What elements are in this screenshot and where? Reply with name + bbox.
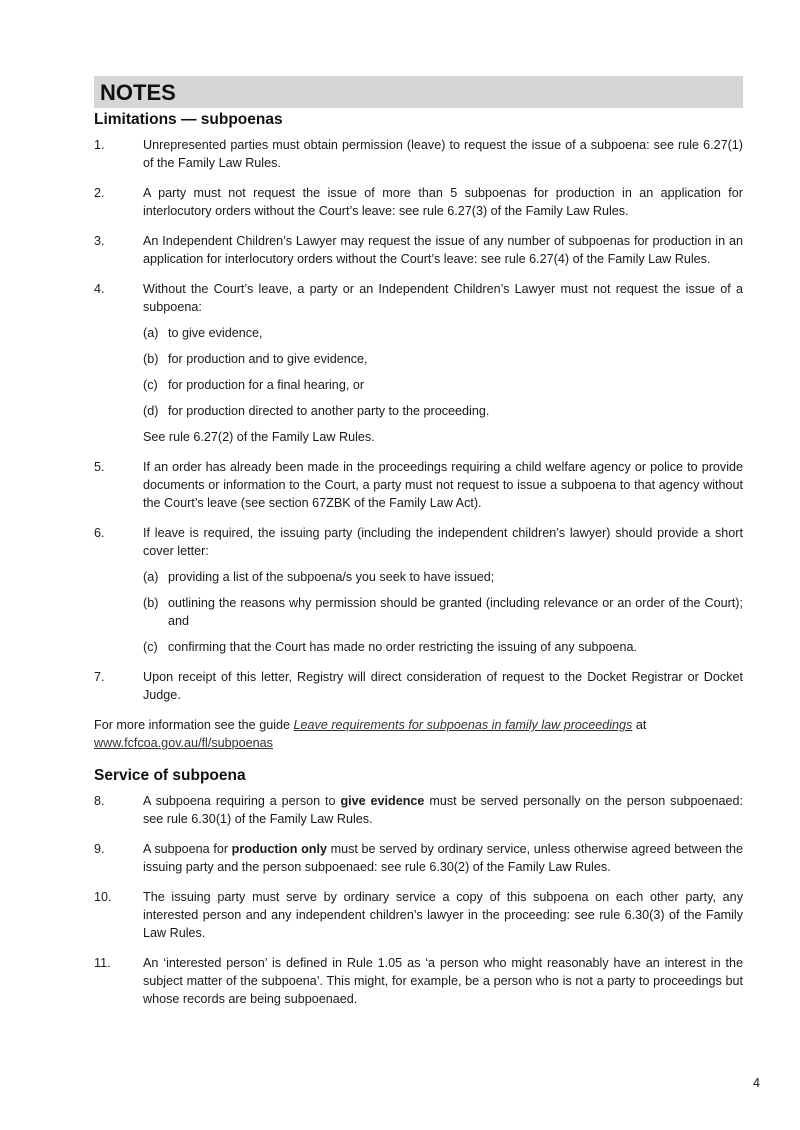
note-item <box>94 524 743 656</box>
note-number: 2. <box>94 186 105 200</box>
page-content <box>94 76 743 1020</box>
note-text: An ‘interested person’ is defined in Rule 1.05 as ‘a person who might reasonably have an interest in the subject matter of the subpoena’. This might, for example, be a person who is not a party to proceedings but whose records are being subpoenaed. <box>143 956 743 1006</box>
note-text: The issuing party must serve by ordinary service a copy of this subpoena on each other party, any interested person and any independent children’s lawyer in the proceeding: see rule 6.30(3) of the Family Law Rules. <box>143 890 743 940</box>
note-item <box>94 136 743 172</box>
sub-letter: (a) <box>143 326 159 340</box>
sub-letter: (a) <box>143 570 159 584</box>
sub-text: providing a list of the subpoena/s you seek to have issued; <box>168 570 495 584</box>
note-text: If leave is required, the issuing party (including the independent children’s lawyer) should provide a short cover letter: <box>143 526 743 558</box>
sub-item <box>143 568 743 586</box>
sub-item <box>143 594 743 630</box>
note-number: 9. <box>94 842 105 856</box>
note-text: A subpoena requiring a person to <box>143 794 341 808</box>
note-item <box>94 840 743 876</box>
sub-text: for production for a final hearing, or <box>168 378 365 392</box>
note-item <box>94 792 743 828</box>
sub-text: for production directed to another party to the proceeding. <box>168 404 490 418</box>
sub-item <box>143 376 743 394</box>
note-number: 10. <box>94 890 112 904</box>
note-number: 11. <box>94 956 111 970</box>
sub-item <box>143 350 743 368</box>
note-item <box>94 184 743 220</box>
service-heading: Service of subpoena <box>94 767 246 784</box>
note-number: 1. <box>94 138 105 152</box>
limitations-heading: Limitations — subpoenas <box>94 111 283 128</box>
note-body <box>143 792 743 828</box>
note-after-text: See rule 6.27(2) of the Family Law Rules. <box>143 430 375 444</box>
subpoenas-url-link[interactable]: www.fcfcoa.gov.au/fl/subpoenas <box>94 736 273 750</box>
sub-item <box>143 402 743 420</box>
guide-link[interactable]: Leave requirements for subpoenas in family law proceedings <box>293 718 633 732</box>
note-number: 6. <box>94 526 105 540</box>
note-number: 3. <box>94 234 105 248</box>
note-number: 8. <box>94 794 105 808</box>
note-text: A subpoena for <box>143 842 232 856</box>
note-item <box>94 668 743 704</box>
more-info-prefix: For more information see the guide <box>94 718 294 732</box>
note-number: 4. <box>94 282 105 296</box>
note-text: An Independent Children’s Lawyer may request the issue of any number of subpoenas for production in an application for interlocutory orders without the Court’s leave: see rule 6.27(4) of the Family Law Rules. <box>143 234 743 266</box>
note-text: must be served personally on the person subpoenaed: see rule 6.30(1) of the Family Law Rules. <box>143 794 743 826</box>
note-text: Without the Court’s leave, a party or an Independent Children’s Lawyer must not request the issue of a subpoena: <box>143 282 743 314</box>
page-number: 4 <box>752 1076 760 1090</box>
note-body <box>143 840 743 876</box>
note-body <box>143 280 743 446</box>
notes-banner: NOTES <box>94 76 743 108</box>
note-emphasis: production only <box>231 842 327 856</box>
more-info-text <box>94 716 743 752</box>
sub-text: to give evidence, <box>168 326 263 340</box>
note-item <box>94 458 743 512</box>
note-number: 7. <box>94 670 105 684</box>
note-body <box>143 524 743 656</box>
sub-letter: (c) <box>143 378 158 392</box>
sub-item <box>143 324 743 342</box>
note-number: 5. <box>94 460 105 474</box>
note-text: must be served by ordinary service, unless otherwise agreed between the issuing party and the person subpoenaed: see rule 6.30(2) of the Family Law Rules. <box>143 842 743 874</box>
sub-letter: (c) <box>143 640 158 654</box>
note-item <box>94 888 743 942</box>
sub-text: outlining the reasons why permission should be granted (including relevance or an order of the Court); and <box>168 596 743 628</box>
note-item <box>94 280 743 446</box>
more-info-middle: at <box>632 718 647 732</box>
sub-text: confirming that the Court has made no order restricting the issuing of any subpoena. <box>168 640 638 654</box>
note-emphasis: give evidence <box>340 794 425 808</box>
sub-letter: (b) <box>143 352 159 366</box>
sub-letter: (b) <box>143 596 159 610</box>
note-item <box>94 954 743 1008</box>
sub-letter: (d) <box>143 404 159 418</box>
sub-item <box>143 638 743 656</box>
note-text: A party must not request the issue of more than 5 subpoenas for production in an application for interlocutory orders without the Court’s leave: see rule 6.27(3) of the Family Law Rules. <box>143 186 743 218</box>
sub-text: for production and to give evidence, <box>168 352 368 366</box>
note-text: Unrepresented parties must obtain permission (leave) to request the issue of a subpoena: see rule 6.27(1) of the Family Law Rules. <box>143 138 743 170</box>
note-text: If an order has already been made in the proceedings requiring a child welfare agency or police to provide documents or information to the Court, a party must not request to issue a subpoena to that agency without the Court’s leave (see section 67ZBK of the Family Law Act). <box>143 460 743 510</box>
note-text: Upon receipt of this letter, Registry will direct consideration of request to the Docket Registrar or Docket Judge. <box>143 670 743 702</box>
note-item <box>94 232 743 268</box>
